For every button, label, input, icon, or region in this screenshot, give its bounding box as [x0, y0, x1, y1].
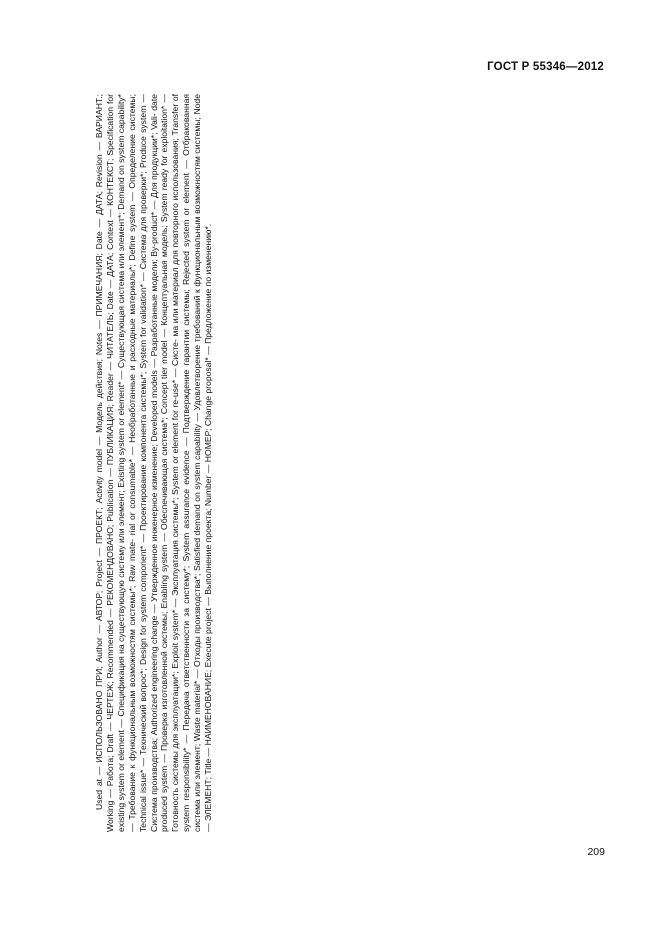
rotated-legend-block	[94, 94, 214, 832]
legend-line: or element* — Существующая система или элемент*; Demand on system capability* — Требование к функциональным возможностям системы*; Raw mate-	[115, 94, 137, 832]
legend-line: Used at — ИСПОЛЬЗОВАНО ПРИ; Author — АВТОР; Project — ПРОЕКТ; Activity model — Модель действия; Notes — ПРИМЕЧАНИЯ; Date — ДАТА;	[94, 191, 104, 810]
legend-line: date produced system — Проверка изготовленной системы; Enabling system — Обеспечивающая система*; Concept tier model — Концептуальная модель;	[148, 93, 170, 832]
legend-text	[94, 94, 214, 832]
page-number: 209	[587, 846, 605, 858]
legend-paragraph	[94, 94, 214, 832]
legend-line: ма или материал для повторного использования; Transfer of system responsibility* — Передача ответственности за систему*; System assurance evidence —	[170, 94, 192, 832]
legend-line: demand on system capability — Удовлетворение требований к функциональным возможностям системы; Node — ЭЛЕМЕНТ; Title — НАИМЕНОВАНИЕ; Execute	[192, 94, 214, 832]
legend-line: for system component* — Проектирование компонента системы*; System for validation* — Система для проверки*; Produce system — Система производства;	[137, 93, 159, 832]
legend-line: Authorized engineering change — Утвержденное инженерное изменение; Developed models — Разработанные модели; By-product* — Для продукции*; Vali-	[148, 113, 159, 736]
legend-line: Date — ДАТА; Context — КОНТЕКСТ; Specification for existing system or element — Спецификация на существующую систему или элемент; Existing system	[104, 93, 126, 832]
legend-line: Revision — ВАРИАНТ.; Working — Работа; Draft — ЧЕРТЕЖ; Recommended — РЕКОМЕНДОВАНО; Publication — ПУБЛИКАЦИЯ; Reader — ЧИТАТЕЛЬ;	[94, 94, 115, 832]
document-code: ГОСТ Р 55346—2012	[487, 61, 604, 73]
legend-line: System ready for exploitation* — Готовность системы для эксплуатации*; Exploit system* — Эксплуатация системы*; System or element for re-use* — Систе-	[159, 94, 181, 832]
legend-line: Подтверждение гарантии системы; Rejected system or element — Отбракованная система или элемент; Waste material* — Отходы производства*; Satisfied	[181, 93, 203, 832]
legend-line: project — Выполнение проекта; Number — НОМЕР; Change proposal* — Предложение по изменению*.	[203, 223, 214, 634]
legend-line: rial or consumable* — Необработанные и расходные материалы*; Define system — Определение системы; Technical issue* — Технический вопрос*; Design	[126, 94, 148, 832]
